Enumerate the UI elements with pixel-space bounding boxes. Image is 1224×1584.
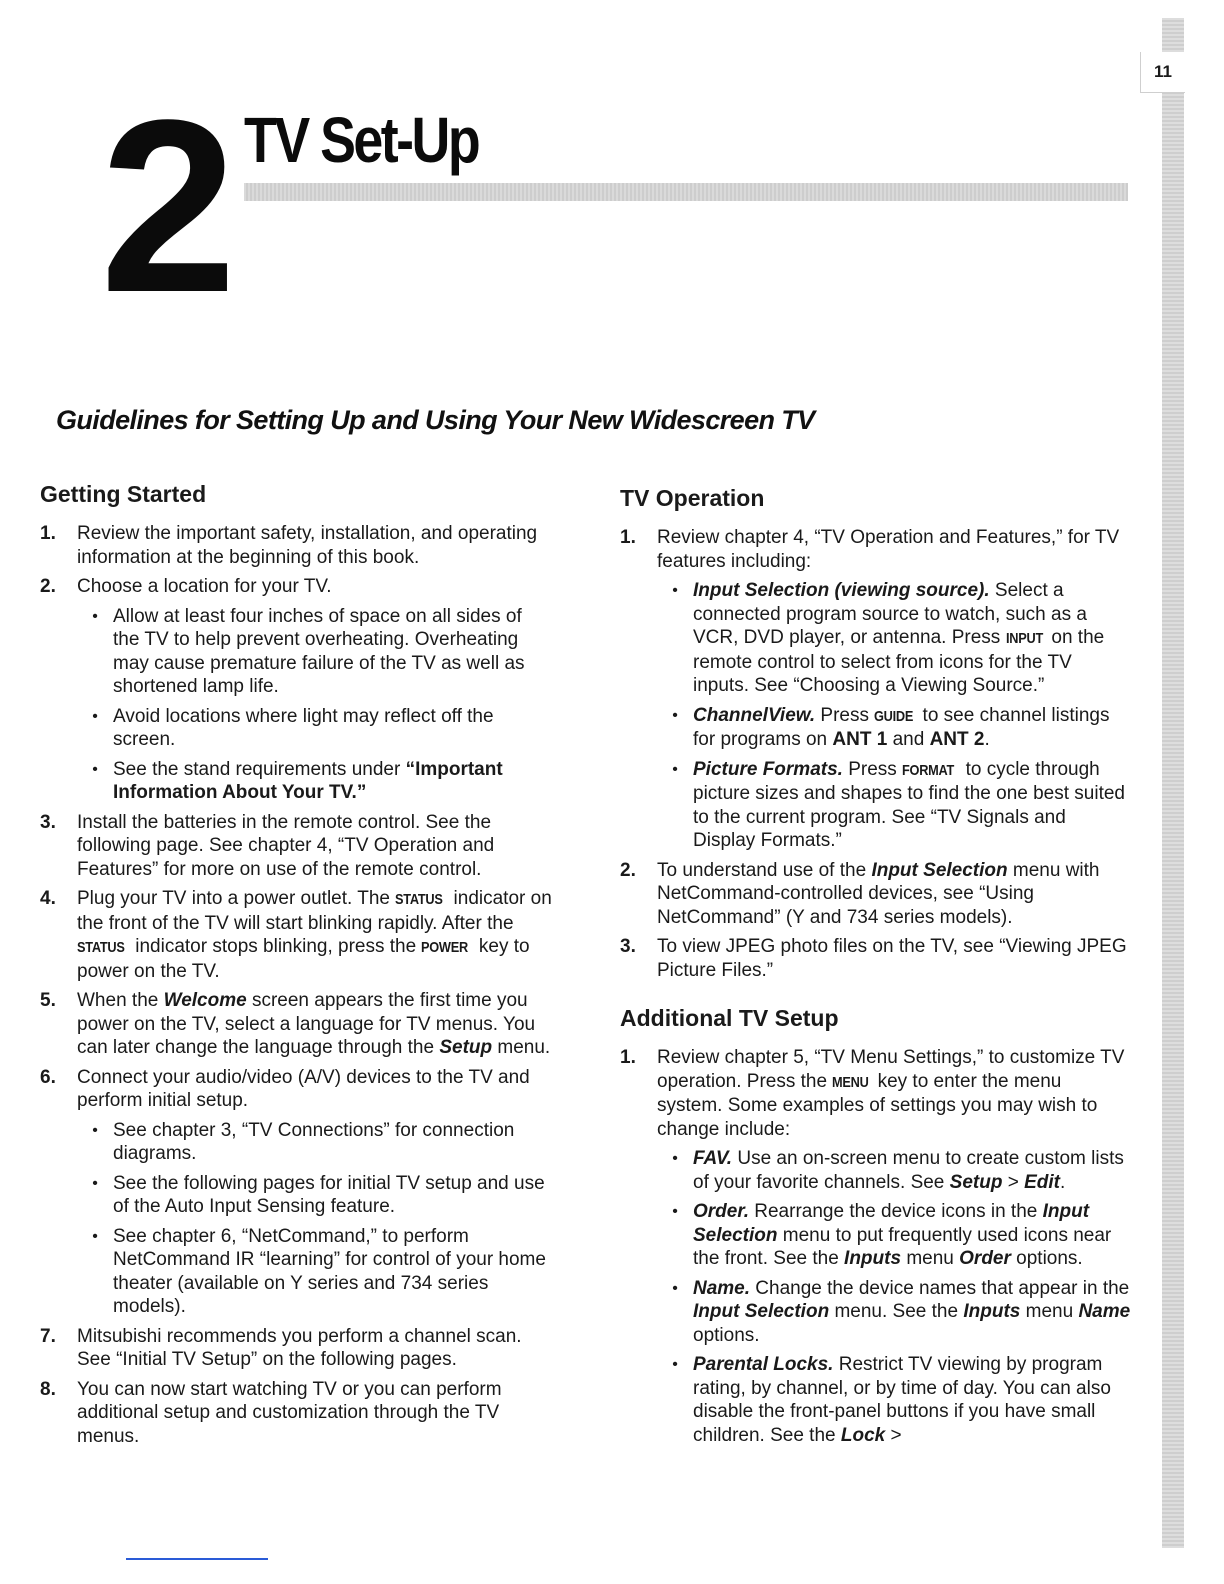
list-item (40, 887, 552, 983)
bullet-icon: • (672, 582, 678, 599)
text-part: When the (77, 990, 164, 1011)
chapter-title: TV Set-Up (244, 104, 479, 176)
text-part: screen appears the first time you power on the TV, select a language for TV menus. You can later change the language through the (77, 990, 536, 1058)
bullet-item (77, 758, 552, 805)
item-text: Choose a location for your TV. (77, 576, 332, 597)
text-part: key to enter the menu system. Some examples of settings you may wish to change include: (657, 1070, 1098, 1140)
list-item (40, 1066, 552, 1319)
text-part: Rearrange the device icons in the (748, 1201, 1043, 1222)
bullet-item (657, 1277, 1132, 1348)
item-number: 7. (40, 1325, 56, 1347)
key-label: STATUS (77, 939, 125, 956)
bullet-item (657, 1147, 1132, 1194)
bullet-icon: • (672, 760, 678, 778)
item-number: 1. (620, 1047, 636, 1068)
bullet-item (657, 1353, 1132, 1447)
item-number: 2. (620, 859, 636, 881)
list-item (620, 935, 1132, 982)
bullet-text: Allow at least four inches of space on all sides of the TV to help prevent overheating. Overheating may cause premature failure of the TV as well as shortened lamp life. (113, 605, 525, 697)
item-number: 3. (40, 811, 56, 833)
list-item (40, 1325, 552, 1372)
item-text: Review chapter 4, “TV Operation and Features,” for TV features including: (657, 527, 1120, 572)
bullet-text (693, 704, 1132, 752)
bullet-text (693, 579, 1132, 698)
item-number: 5. (40, 990, 56, 1011)
menu-name: Welcome (163, 990, 247, 1011)
text-part: menu to put frequently used icons near the front. See the (693, 1224, 1112, 1269)
bullet-text (693, 1200, 1132, 1271)
text-part: Use an on-screen menu to create custom lists of your favorite channels. See (693, 1148, 1124, 1193)
bullet-item (657, 1200, 1132, 1271)
bullet-icon: • (92, 707, 98, 725)
text-part: and (887, 729, 930, 750)
bullet-item (657, 704, 1132, 752)
bullet-icon: • (672, 706, 678, 724)
text-part: Restrict TV viewing by program rating, by channel, or by time of day. You can also disable the front-panel buttons if you have small children. See the (693, 1354, 1111, 1446)
list-item (620, 859, 1132, 930)
item-text (657, 1047, 1124, 1140)
list-item (40, 1378, 552, 1449)
text-part: key to power on the TV. (77, 936, 530, 982)
bullet-icon: • (672, 1279, 678, 1297)
key-label: INPUT (1005, 630, 1043, 647)
left-column (40, 480, 552, 1454)
list-item (620, 1046, 1132, 1447)
page-number: 11 (1140, 52, 1185, 93)
bullet-icon: • (92, 1174, 98, 1192)
bullet-item (657, 758, 1132, 853)
bullet-text: See chapter 3, “TV Connections” for connection diagrams. (113, 1119, 515, 1164)
list-item (40, 989, 552, 1060)
text-part: indicator on the front of the TV will start blinking rapidly. After the (77, 888, 552, 934)
list-item (40, 811, 552, 882)
text-part: menu with NetCommand-controlled devices, see “Using NetCommand” (Y and 734 series models). (657, 859, 1100, 928)
item-number: 1. (620, 527, 636, 548)
item-text (657, 859, 1132, 930)
bullet-icon: • (92, 607, 98, 625)
feature-label: Input Selection (viewing source). (693, 580, 990, 601)
key-label: FORMAT (902, 761, 955, 779)
item-number: 8. (40, 1378, 56, 1400)
list-item (40, 522, 552, 569)
text-part: menu (901, 1248, 960, 1269)
menu-name: Setup (439, 1037, 493, 1058)
text-part: options. (1010, 1248, 1083, 1269)
key-label: GUIDE (874, 707, 914, 725)
bullet-icon: • (92, 760, 98, 778)
item-text: Install the batteries in the remote control. See the following page. See chapter 4, “TV Operation and Features” for more on use of the remote control. (77, 811, 495, 880)
menu-name: Name (1078, 1301, 1131, 1322)
bullet-text-part: See the stand requirements under (113, 758, 406, 780)
bullet-text (113, 758, 552, 805)
item-text: To view JPEG photo files on the TV, see “Viewing JPEG Picture Files.” (657, 936, 1127, 981)
text-part: > (885, 1424, 902, 1446)
item-text (77, 989, 552, 1060)
menu-name: Input Selection (693, 1201, 1090, 1246)
text-part: To understand use of the (657, 859, 872, 881)
text-part: on the remote control to select from icons for the TV inputs. See “Choosing a Viewing Source.” (693, 627, 1105, 696)
bullet-icon: • (92, 1227, 98, 1245)
key-label: STATUS (395, 891, 443, 908)
footer-rule (126, 1558, 268, 1560)
text-part: Press (842, 758, 903, 780)
additional-setup-heading: Additional TV Setup (620, 1005, 839, 1031)
item-text (77, 887, 552, 983)
section-heading: Guidelines for Setting Up and Using Your New Widescreen TV (56, 405, 815, 435)
feature-label: FAV. (693, 1148, 733, 1169)
list-item (620, 526, 1132, 853)
text-part: menu (1020, 1301, 1079, 1322)
bullet-item (77, 605, 552, 699)
menu-name: Order (959, 1248, 1011, 1269)
text-part: . (984, 729, 990, 750)
item-number: 1. (40, 523, 56, 544)
bold-term: ANT 1 (832, 729, 888, 750)
getting-started-heading: Getting Started (40, 481, 207, 507)
item-text: Connect your audio/video (A/V) devices to the TV and perform initial setup. (77, 1066, 530, 1111)
bullet-item (77, 1119, 552, 1166)
bullet-item (657, 579, 1132, 698)
page-edge-tab (1162, 18, 1184, 1548)
tv-operation-heading: TV Operation (620, 485, 765, 511)
bullet-item (77, 705, 552, 752)
text-part: Review chapter 5, “TV Menu Settings,” to customize TV operation. Press the (657, 1047, 1125, 1092)
right-column (620, 484, 1132, 1453)
bullet-text: Avoid locations where light may reflect off the screen. (113, 705, 494, 750)
item-text: Mitsubishi recommends you perform a channel scan. See “Initial TV Setup” on the following pages. (77, 1325, 522, 1370)
bullet-text: See the following pages for initial TV setup and use of the Auto Input Sensing feature. (113, 1172, 545, 1217)
item-text: You can now start watching TV or you can perform additional setup and customization through the TV menus. (77, 1378, 502, 1447)
feature-label: Picture Formats. (693, 758, 843, 780)
menu-name: Inputs (963, 1301, 1021, 1322)
feature-label: Name. (693, 1277, 751, 1299)
bullet-item (77, 1225, 552, 1319)
text-part: Press (815, 704, 875, 726)
menu-name: Input Selection (871, 859, 1008, 881)
text-part: > (1002, 1171, 1025, 1193)
bold-term: ANT 2 (929, 729, 985, 750)
item-number: 3. (620, 936, 636, 957)
text-part: options. (693, 1324, 760, 1346)
key-label: POWER (421, 939, 469, 956)
menu-name: Input Selection (693, 1301, 830, 1322)
menu-name: Edit (1024, 1171, 1060, 1193)
text-part: Plug your TV into a power outlet. The (77, 888, 396, 909)
text-part: to see channel listings for programs on (693, 704, 1110, 750)
chapter-number: 2 (100, 69, 231, 344)
bullet-icon: • (672, 1356, 678, 1373)
bullet-icon: • (672, 1150, 678, 1167)
menu-name: Lock (840, 1424, 886, 1446)
key-label: MENU (832, 1073, 869, 1091)
feature-label: ChannelView. (693, 704, 816, 726)
item-number: 6. (40, 1066, 56, 1088)
bullet-text: See chapter 6, “NetCommand,” to perform NetCommand IR “learning” for control of your home theater (available on Y series and 734 series models). (113, 1225, 546, 1317)
text-part: to cycle through picture sizes and shapes to find the one best suited to the current program. See “TV Signals and Display Formats.” (693, 758, 1125, 851)
text-part: . (1059, 1171, 1066, 1193)
bullet-icon: • (92, 1121, 98, 1139)
menu-name: Inputs (844, 1248, 902, 1269)
menu-name: Setup (949, 1171, 1003, 1193)
feature-label: Parental Locks. (693, 1354, 834, 1375)
bullet-icon: • (672, 1203, 678, 1220)
bold-reference: “Important Information About Your TV.” (113, 758, 503, 803)
bullet-text (693, 1277, 1132, 1348)
item-text: Review the important safety, installation, and operating information at the beginning of this book. (77, 523, 538, 568)
text-part: indicator stops blinking, press the (129, 936, 422, 957)
text-part: menu. See the (829, 1301, 964, 1322)
item-number: 4. (40, 888, 56, 909)
bullet-text (693, 1147, 1132, 1194)
text-part: menu. (492, 1037, 551, 1058)
text-part: Change the device names that appear in the (750, 1277, 1130, 1299)
title-rule (244, 183, 1128, 201)
bullet-text (693, 758, 1132, 853)
feature-label: Order. (693, 1201, 749, 1222)
text-part: Select a connected program source to watch, such as a VCR, DVD player, or antenna. Press (693, 580, 1087, 648)
list-item (40, 575, 552, 805)
item-number: 2. (40, 576, 56, 597)
bullet-item (77, 1172, 552, 1219)
bullet-text (693, 1353, 1132, 1447)
